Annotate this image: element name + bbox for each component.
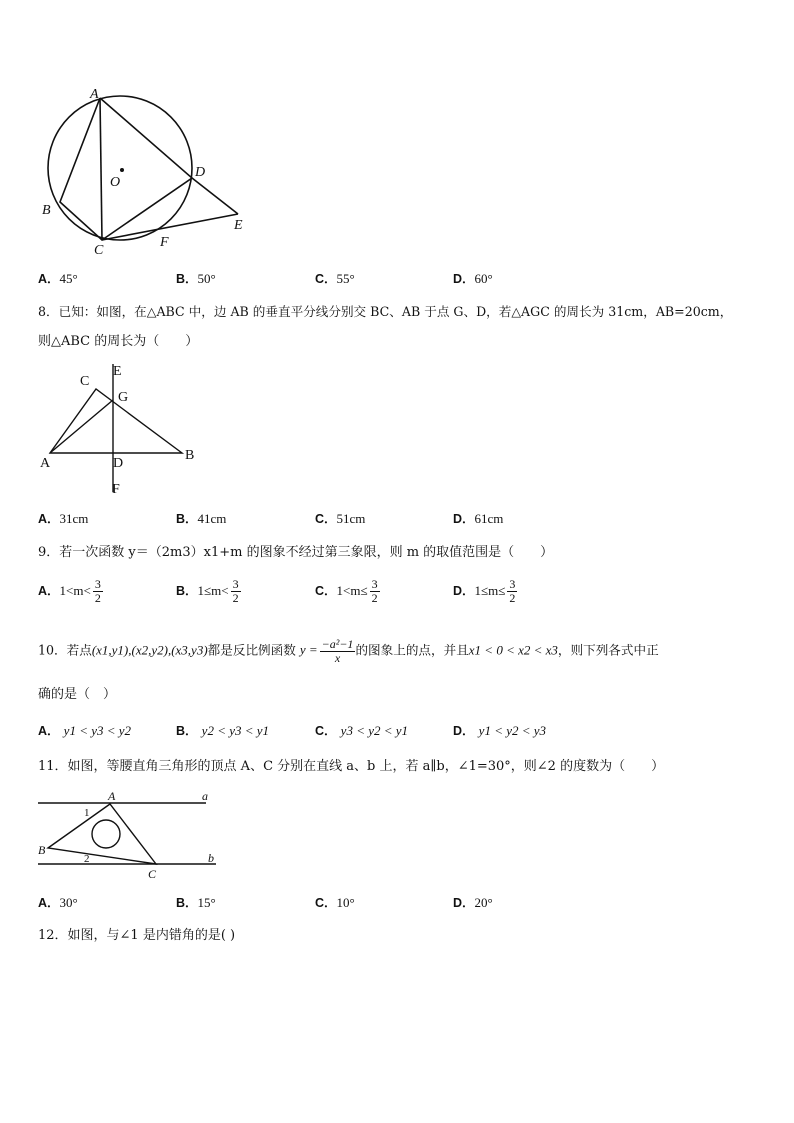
label-c-vertex: C (148, 867, 157, 881)
label-f: F (112, 482, 120, 497)
option-value: 1≤m≤ (474, 583, 506, 598)
q10-suffix: 的图象上的点，并且 (355, 642, 469, 658)
q7-option-c (315, 270, 355, 289)
label-d: D (113, 456, 124, 471)
label-a: A (40, 456, 51, 471)
center-dot (120, 168, 124, 172)
option-label: B． (176, 724, 198, 738)
q12-stem: 12．如图，与∠1 是内错角的是( ) (38, 928, 236, 943)
option-value: 41cm (197, 511, 227, 526)
q11-stem: 11．如图，等腰直角三角形的顶点 A、C 分别在直线 a、b 上，若 a∥b，∠1=30°，则∠2 的度数为（ ） (38, 759, 665, 774)
segment-ce (102, 214, 238, 240)
q10-function: y = $\frac{\text{−a²−1}}{x}$ (299, 637, 354, 665)
q10-option-c (315, 722, 408, 741)
label-d: D (195, 165, 206, 180)
q11-parallel-lines-figure (36, 786, 226, 882)
q11-option-a (38, 894, 78, 913)
option-label: A． (38, 724, 60, 738)
q8-stem-line2: 则△ABC 的周长为（ ） (38, 334, 199, 349)
label-e: E (113, 364, 122, 379)
option-label: C． (315, 272, 337, 286)
q9-stem: 9．若一次函数 y＝（2m3）x1+m 的图象不经过第三象限，则 m 的取值范围是（ ） (38, 545, 554, 560)
q10-function-fraction (320, 638, 356, 665)
option-value: 20° (474, 895, 493, 910)
q10-prefix: 10．若点 (38, 642, 92, 658)
fraction-numerator: 3 (371, 577, 378, 591)
label-a: A (90, 87, 99, 102)
fraction-numerator: 3 (232, 577, 239, 591)
q10-stem-line1 (38, 638, 659, 665)
label-angle-1: 1 (84, 807, 90, 819)
fraction (231, 578, 241, 605)
q11-option-d (453, 894, 493, 913)
option-label: D． (453, 272, 475, 286)
option-label: C． (315, 584, 337, 598)
label-f: F (160, 235, 169, 250)
option-value: y2 < y3 < y1 (201, 723, 270, 738)
q9-option-a (38, 578, 103, 605)
q11-option-c (315, 894, 355, 913)
fraction (93, 578, 103, 605)
option-value: 50° (197, 271, 216, 286)
q8-stem-line1: 8．已知：如图，在△ABC 中，边 AB 的垂直平分线分别交 BC、AB 于点 G、D，若△AGC 的周长为 31cm，AB=20cm， (38, 304, 733, 319)
label-line-b: b (208, 851, 214, 865)
triangle-abc (50, 389, 182, 453)
option-value: 30° (59, 895, 78, 910)
fraction (507, 578, 517, 605)
q7-circle-figure (30, 82, 270, 258)
segment-ag (50, 400, 113, 453)
q10-tail: ，则下列各式中正 (557, 642, 659, 658)
option-label: D． (453, 896, 475, 910)
option-label: A． (38, 272, 60, 286)
label-b-vertex: B (38, 843, 46, 857)
option-value: 31cm (59, 511, 89, 526)
q7-option-a (38, 270, 78, 289)
q8-option-b (176, 510, 226, 529)
q10-option-b (176, 722, 269, 741)
label-b: B (42, 203, 51, 218)
option-label: D． (453, 512, 475, 526)
option-label: B． (176, 584, 198, 598)
label-line-a: a (202, 789, 208, 803)
fraction-numerator: −a²−1 (321, 637, 354, 651)
q8-option-a (38, 510, 88, 529)
fraction-denominator: x (334, 651, 341, 665)
segment-ac (100, 98, 102, 240)
option-value: 1<m< (59, 583, 91, 598)
q8-triangle-figure (36, 360, 216, 500)
option-label: A． (38, 584, 60, 598)
label-g: G (118, 390, 129, 405)
option-value: 1≤m< (197, 583, 229, 598)
option-value: y1 < y3 < y2 (63, 723, 132, 738)
option-label: C． (315, 512, 337, 526)
option-value: 45° (59, 271, 78, 286)
option-label: B． (176, 272, 198, 286)
fraction-denominator: 2 (371, 591, 378, 605)
inner-circle (92, 820, 120, 848)
option-label: A． (38, 896, 60, 910)
fraction (370, 578, 380, 605)
fraction-denominator: 2 (509, 591, 516, 605)
fraction-numerator: 3 (509, 577, 516, 591)
option-value: 60° (474, 271, 493, 286)
fraction-numerator: 3 (94, 577, 101, 591)
label-e: E (234, 218, 243, 233)
q10-mid: 都是反比例函数 (207, 642, 296, 658)
option-value: 61cm (474, 511, 504, 526)
option-value: 55° (336, 271, 355, 286)
option-label: B． (176, 896, 198, 910)
q10-stem-line2: 确的是（ ） (38, 687, 117, 702)
option-label: B． (176, 512, 198, 526)
q7-option-d (453, 270, 493, 289)
q10-condition: x1 < 0 < x2 < x3 (468, 642, 558, 658)
option-label: A． (38, 512, 60, 526)
fraction-denominator: 2 (232, 591, 239, 605)
option-label: D． (453, 724, 475, 738)
q9-option-c (315, 578, 380, 605)
q8-option-c (315, 510, 365, 529)
q7-option-b (176, 270, 216, 289)
isosceles-right-triangle (48, 804, 156, 864)
option-value: 15° (197, 895, 216, 910)
label-c: C (80, 374, 90, 389)
circle-o (48, 96, 192, 240)
label-angle-2: 2 (84, 853, 90, 865)
q8-option-d (453, 510, 503, 529)
label-b: B (185, 448, 195, 463)
q10-option-d (453, 722, 546, 741)
label-o: O (110, 175, 121, 190)
q10-points: (x1,y1),(x2,y2),(x3,y3) (91, 642, 208, 658)
option-value: 1<m≤ (336, 583, 368, 598)
q9-option-d (453, 578, 517, 605)
option-value: y1 < y2 < y3 (478, 723, 547, 738)
q9-option-b (176, 578, 241, 605)
fraction-denominator: 2 (94, 591, 101, 605)
q10-option-a (38, 722, 131, 741)
option-value: y3 < y2 < y1 (340, 723, 409, 738)
option-label: C． (315, 896, 337, 910)
option-value: 10° (336, 895, 355, 910)
label-c: C (94, 243, 104, 258)
option-value: 51cm (336, 511, 366, 526)
segment-de (192, 178, 238, 214)
label-a-vertex: A (108, 789, 116, 803)
option-label: D． (453, 584, 475, 598)
option-label: C． (315, 724, 337, 738)
q11-option-b (176, 894, 216, 913)
